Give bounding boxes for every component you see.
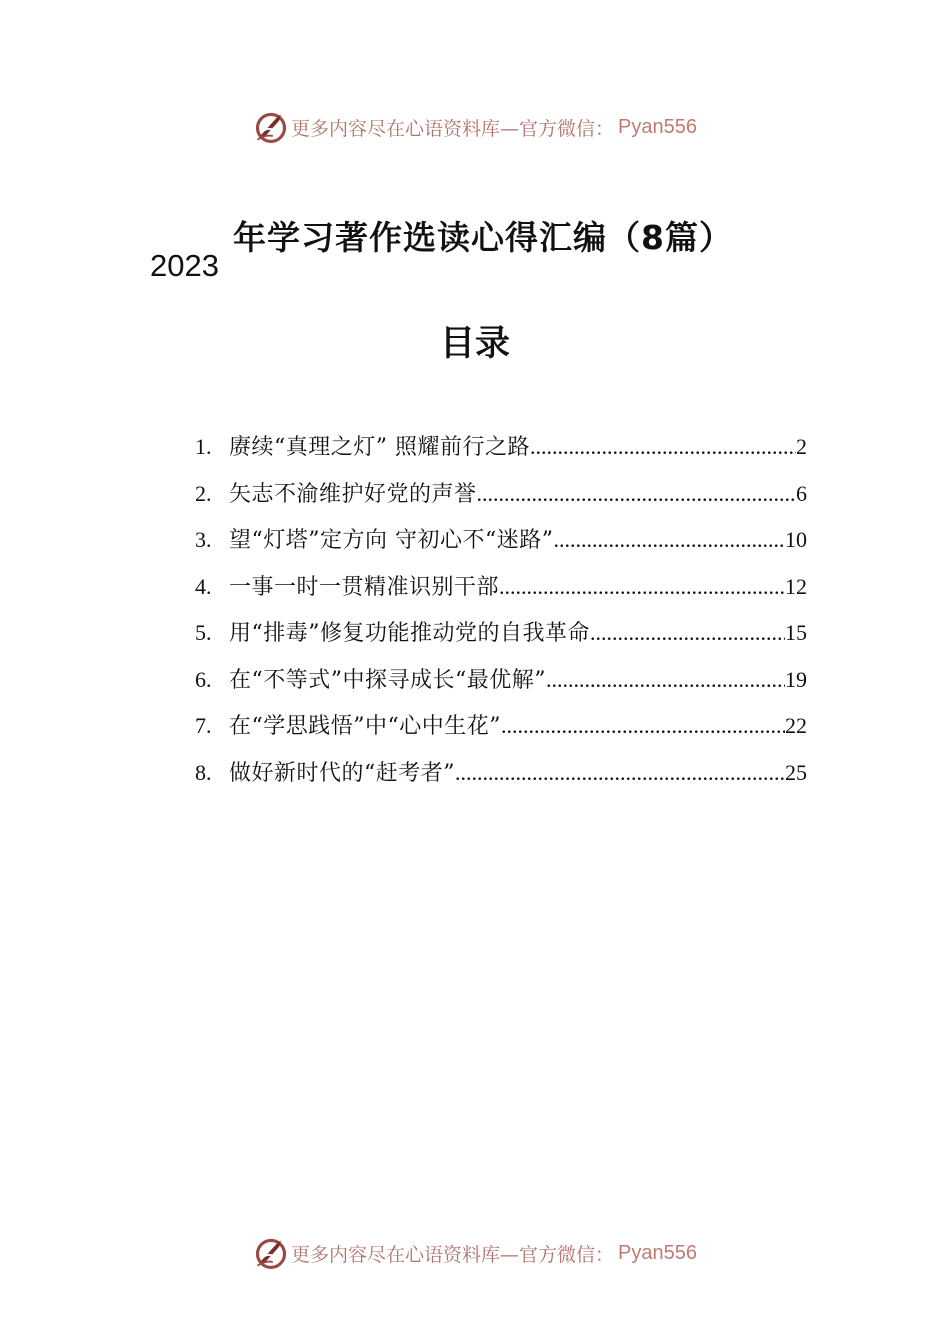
toc-item-title: 在“不等式”中探寻成长“最优解” bbox=[229, 667, 546, 693]
toc-item-number: 2. bbox=[195, 480, 212, 506]
toc-item-title: 在“学思践悟”中“心中生花” bbox=[229, 714, 501, 739]
toc-item-page: 12 bbox=[785, 573, 807, 599]
toc-item-number: 7. bbox=[195, 713, 212, 738]
document-title: 年学习著作选读心得汇编（8篇） bbox=[233, 218, 733, 257]
toc-item-page: 15 bbox=[785, 620, 807, 645]
toc-item-page: 2 bbox=[796, 434, 807, 459]
toc-item-title: 赓续“真理之灯” 照耀前行之路 bbox=[229, 435, 530, 460]
toc-dot-leader bbox=[590, 620, 785, 646]
toc-item[interactable] bbox=[195, 570, 807, 617]
toc-item[interactable] bbox=[195, 709, 807, 756]
document-title-year: 2023 bbox=[150, 248, 219, 283]
toc-item-page: 22 bbox=[785, 713, 807, 738]
toc-item-number: 6. bbox=[195, 666, 212, 692]
toc-item[interactable] bbox=[195, 430, 807, 477]
toc-item-title: 矢志不渝维护好党的声誉 bbox=[229, 481, 477, 507]
pen-nib-logo-icon bbox=[253, 109, 289, 145]
toc-dot-leader bbox=[553, 527, 785, 553]
toc-dot-leader bbox=[499, 574, 785, 600]
toc-item[interactable] bbox=[195, 523, 807, 570]
toc-item-page: 10 bbox=[785, 527, 807, 552]
toc-item-page: 6 bbox=[796, 480, 807, 506]
toc-item[interactable] bbox=[195, 663, 807, 710]
toc-item[interactable] bbox=[195, 477, 807, 524]
toc-dot-leader bbox=[501, 713, 785, 739]
toc-dot-leader bbox=[455, 760, 785, 786]
toc-item-page: 19 bbox=[785, 666, 807, 692]
toc-heading: 目录 bbox=[439, 324, 510, 364]
pen-nib-logo-icon bbox=[253, 1235, 289, 1271]
watermark-text: 更多内容尽在心语资料库—官方微信： bbox=[291, 1243, 615, 1266]
footer-watermark bbox=[0, 1233, 950, 1273]
toc-item-number: 8. bbox=[195, 759, 212, 785]
toc-item-title: 做好新时代的“赶考者” bbox=[229, 760, 455, 786]
toc-item-title: 一事一时一贯精准识别干部 bbox=[229, 574, 500, 600]
toc-item-number: 4. bbox=[195, 573, 212, 599]
toc-dot-leader bbox=[546, 667, 785, 693]
header-watermark bbox=[0, 107, 950, 147]
toc-item-number: 1. bbox=[195, 434, 212, 459]
toc-item-title: 用“排毒”修复功能推动党的自我革命 bbox=[229, 621, 590, 646]
toc-item[interactable] bbox=[195, 616, 807, 663]
toc-item-number: 3. bbox=[195, 527, 212, 552]
toc-item-title: 望“灯塔”定方向 守初心不“迷路” bbox=[229, 528, 554, 553]
toc-item-page: 25 bbox=[785, 759, 807, 785]
toc-dot-leader bbox=[530, 434, 796, 460]
toc-dot-leader bbox=[477, 481, 796, 507]
watermark-wechat-handle: Pyan556 bbox=[618, 115, 697, 138]
toc-item[interactable] bbox=[195, 756, 807, 803]
watermark-text: 更多内容尽在心语资料库—官方微信： bbox=[291, 117, 615, 140]
watermark-wechat-handle: Pyan556 bbox=[618, 1241, 697, 1264]
toc-item-number: 5. bbox=[195, 620, 212, 645]
table-of-contents bbox=[195, 430, 807, 802]
